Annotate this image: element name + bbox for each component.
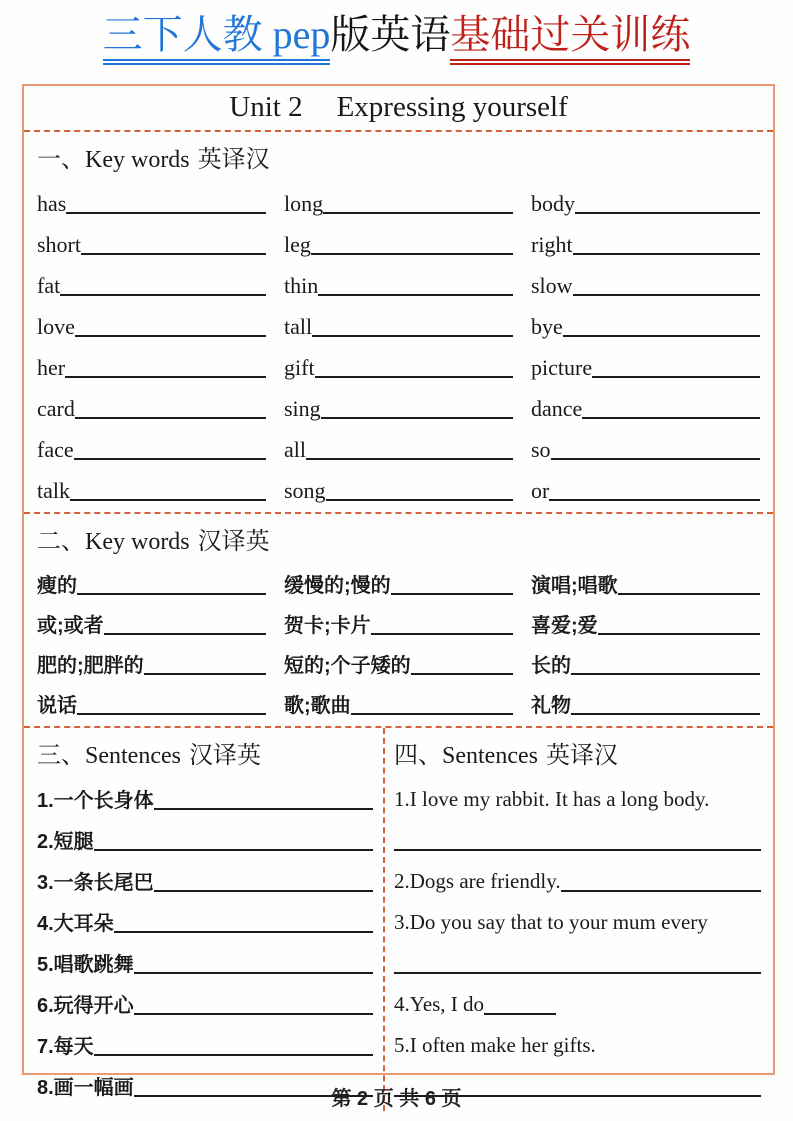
section3-number: 三、: [37, 743, 85, 769]
word-blank-item: [531, 381, 760, 422]
word-label: thin: [284, 273, 319, 298]
word-blank-item: [37, 463, 266, 504]
answer-blank: [318, 294, 513, 296]
answer-blank: [351, 713, 513, 715]
section-key-words-en-cn: [24, 132, 773, 512]
answer-blank: [582, 417, 760, 419]
sentence-blank-item: [37, 813, 373, 854]
answer-blank: [321, 417, 513, 419]
word-label: 缓慢的;慢的: [284, 575, 391, 597]
section4-number: 四、: [394, 743, 442, 769]
word-label: fat: [37, 273, 61, 298]
word-label: 或;或者: [37, 615, 104, 637]
answer-blank: [618, 593, 760, 595]
answer-blank: [94, 849, 373, 851]
word-blank-item: [37, 638, 266, 678]
answer-blank: [144, 673, 266, 675]
sentences-area: [24, 728, 773, 1111]
word-blank-item: [284, 381, 513, 422]
word-label: long: [284, 191, 324, 216]
answer-blank: [561, 890, 761, 892]
answer-blank: [323, 212, 513, 214]
word-label: 礼物: [531, 695, 571, 717]
word-blank-item: [37, 678, 266, 718]
answer-blank: [312, 335, 513, 337]
answer-blank: [315, 376, 513, 378]
word-label: so: [531, 437, 551, 462]
word-label: has: [37, 191, 67, 216]
sentence-blank-item: [37, 854, 373, 895]
word-label: body: [531, 191, 575, 216]
word-label: 肥的;肥胖的: [37, 655, 144, 677]
word-label: dance: [531, 396, 583, 421]
sentence-line: [394, 977, 761, 1018]
sentence-text: 5.唱歌跳舞: [37, 954, 134, 976]
word-blank-item: [37, 299, 266, 340]
word-label: slow: [531, 273, 573, 298]
answer-blank: [598, 633, 760, 635]
section1-title-cn: 英译汉: [197, 147, 270, 173]
title-part-blue: 三下人教 pep: [103, 12, 331, 65]
answer-blank: [94, 1054, 373, 1056]
word-label: bye: [531, 314, 563, 339]
word-label: talk: [37, 478, 70, 503]
word-label: 歌;歌曲: [284, 695, 351, 717]
word-blank-item: [37, 598, 266, 638]
word-blank-item: [37, 558, 266, 598]
word-label: her: [37, 355, 66, 380]
answer-blank: [104, 633, 266, 635]
answer-blank: [326, 499, 513, 501]
word-label: 演唱;唱歌: [531, 575, 618, 597]
sentence-blank-item: [37, 936, 373, 977]
sentence-blank-item: [37, 1018, 373, 1059]
section3-title-en: Sentences: [85, 743, 181, 769]
section-key-words-cn-en: [24, 514, 773, 726]
section-sentences-en-cn: [385, 728, 773, 1111]
answer-blank: [411, 673, 513, 675]
answer-blank: [74, 458, 266, 460]
word-blank-item: [37, 258, 266, 299]
section1-number: 一、: [37, 147, 85, 173]
answer-blank: [592, 376, 760, 378]
blank-line: [394, 813, 761, 854]
word-blank-item: [37, 340, 266, 381]
section1-heading: [37, 132, 760, 176]
section2-title-cn: 汉译英: [197, 529, 270, 555]
sentence-text: 4.Yes, I do: [394, 991, 485, 1016]
sentence-line: [394, 772, 761, 813]
sentence-text: 5.I often make her gifts.: [394, 1032, 596, 1057]
word-label: love: [37, 314, 75, 339]
word-blank-item: [531, 463, 760, 504]
answer-blank: [573, 294, 760, 296]
sentence-blank-item: [37, 895, 373, 936]
word-blank-item: [284, 217, 513, 258]
section2-number: 二、: [37, 529, 85, 555]
answer-blank: [75, 417, 266, 419]
word-label: 贺卡;卡片: [284, 615, 371, 637]
word-label: sing: [284, 396, 321, 421]
answer-blank: [573, 253, 760, 255]
word-blank-item: [531, 176, 760, 217]
answer-blank: [394, 849, 761, 851]
title-part-red: 基础过关训练: [450, 12, 690, 65]
word-label: gift: [284, 355, 315, 380]
sentence-text: 3.一条长尾巴: [37, 872, 154, 894]
sentence-text: 4.大耳朵: [37, 913, 114, 935]
word-label: or: [531, 478, 550, 503]
word-blank-item: [284, 176, 513, 217]
answer-blank: [549, 499, 760, 501]
sentence-text: 7.每天: [37, 1036, 94, 1058]
word-blank-item: [284, 558, 513, 598]
section4-title-en: Sentences: [442, 743, 538, 769]
answer-blank: [571, 713, 760, 715]
word-label: song: [284, 478, 326, 503]
section-sentences-cn-en: [24, 728, 385, 1111]
answer-blank: [134, 972, 373, 974]
word-label: short: [37, 232, 81, 257]
answer-blank: [575, 212, 760, 214]
document-title: [0, 12, 793, 58]
word-blank-item: [284, 638, 513, 678]
word-label: 短的;个子矮的: [284, 655, 411, 677]
word-blank-item: [284, 598, 513, 638]
word-blank-item: [531, 678, 760, 718]
word-label: 说话: [37, 695, 77, 717]
word-label: 喜爱;爱: [531, 615, 598, 637]
answer-blank: [77, 713, 266, 715]
answer-blank: [81, 253, 266, 255]
answer-blank: [563, 335, 760, 337]
sentence-text: 3.Do you say that to your mum every: [394, 909, 708, 934]
title-part-black: 版英语: [330, 12, 451, 57]
section4-title-cn: 英译汉: [545, 743, 618, 769]
word-label: right: [531, 232, 573, 257]
word-blank-item: [531, 299, 760, 340]
word-grid-cn: [37, 558, 760, 718]
word-blank-item: [531, 598, 760, 638]
unit-label: Unit 2: [229, 91, 303, 123]
word-blank-item: [531, 217, 760, 258]
answer-blank: [306, 458, 513, 460]
answer-blank: [75, 335, 266, 337]
word-label: picture: [531, 355, 593, 380]
answer-blank: [551, 458, 760, 460]
sentence-text: 8.画一幅画: [37, 1077, 134, 1099]
sentence-line: [394, 1018, 761, 1059]
word-blank-item: [531, 340, 760, 381]
word-blank-item: [284, 422, 513, 463]
word-blank-item: [284, 463, 513, 504]
word-blank-item: [531, 258, 760, 299]
answer-blank: [311, 253, 513, 255]
word-blank-item: [284, 340, 513, 381]
sentence-line: [394, 895, 761, 936]
sentence-text: 1.一个长身体: [37, 790, 154, 812]
word-blank-item: [531, 422, 760, 463]
word-label: all: [284, 437, 306, 462]
word-blank-item: [37, 381, 266, 422]
sentence-line: [394, 854, 761, 895]
sentence-blank-item: [37, 977, 373, 1018]
word-blank-item: [284, 678, 513, 718]
answer-blank: [391, 593, 513, 595]
word-blank-item: [284, 299, 513, 340]
answer-blank: [394, 972, 761, 974]
answer-blank: [114, 931, 373, 933]
blank-line: [394, 936, 761, 977]
answer-blank: [371, 633, 513, 635]
answer-blank: [134, 1013, 373, 1015]
answer-blank: [65, 376, 266, 378]
word-label: face: [37, 437, 74, 462]
page-number: 第 2 页 共 6 页: [331, 1088, 462, 1110]
unit-title: [24, 86, 773, 130]
word-label: leg: [284, 232, 311, 257]
word-blank-item: [531, 558, 760, 598]
word-blank-item: [37, 217, 266, 258]
answer-blank: [154, 808, 373, 810]
word-label: card: [37, 396, 75, 421]
section3-title-cn: 汉译英: [188, 743, 261, 769]
answer-blank: [70, 499, 266, 501]
answer-blank: [77, 593, 266, 595]
section3-heading: [37, 728, 373, 772]
word-blank-item: [531, 638, 760, 678]
answer-blank: [571, 673, 760, 675]
sentence-text: 2.短腿: [37, 831, 94, 853]
word-label: 长的: [531, 655, 571, 677]
unit-name: Expressing yourself: [336, 91, 568, 123]
word-blank-item: [284, 258, 513, 299]
word-label: tall: [284, 314, 313, 339]
section2-heading: [37, 514, 760, 558]
sentence-text: 1.I love my rabbit. It has a long body.: [394, 786, 710, 811]
word-blank-item: [37, 422, 266, 463]
section4-heading: [394, 728, 761, 772]
answer-blank: [60, 294, 266, 296]
answer-blank: [154, 890, 373, 892]
section1-title-en: Key words: [85, 147, 190, 173]
sentence-text: 2.Dogs are friendly.: [394, 868, 561, 893]
word-blank-item: [37, 176, 266, 217]
section2-title-en: Key words: [85, 529, 190, 555]
word-label: 瘦的: [37, 575, 77, 597]
sentence-text: 6.玩得开心: [37, 995, 134, 1017]
answer-blank: [484, 1013, 556, 1015]
sentence-blank-item: [37, 772, 373, 813]
word-grid-en: [37, 176, 760, 504]
answer-blank: [66, 212, 266, 214]
